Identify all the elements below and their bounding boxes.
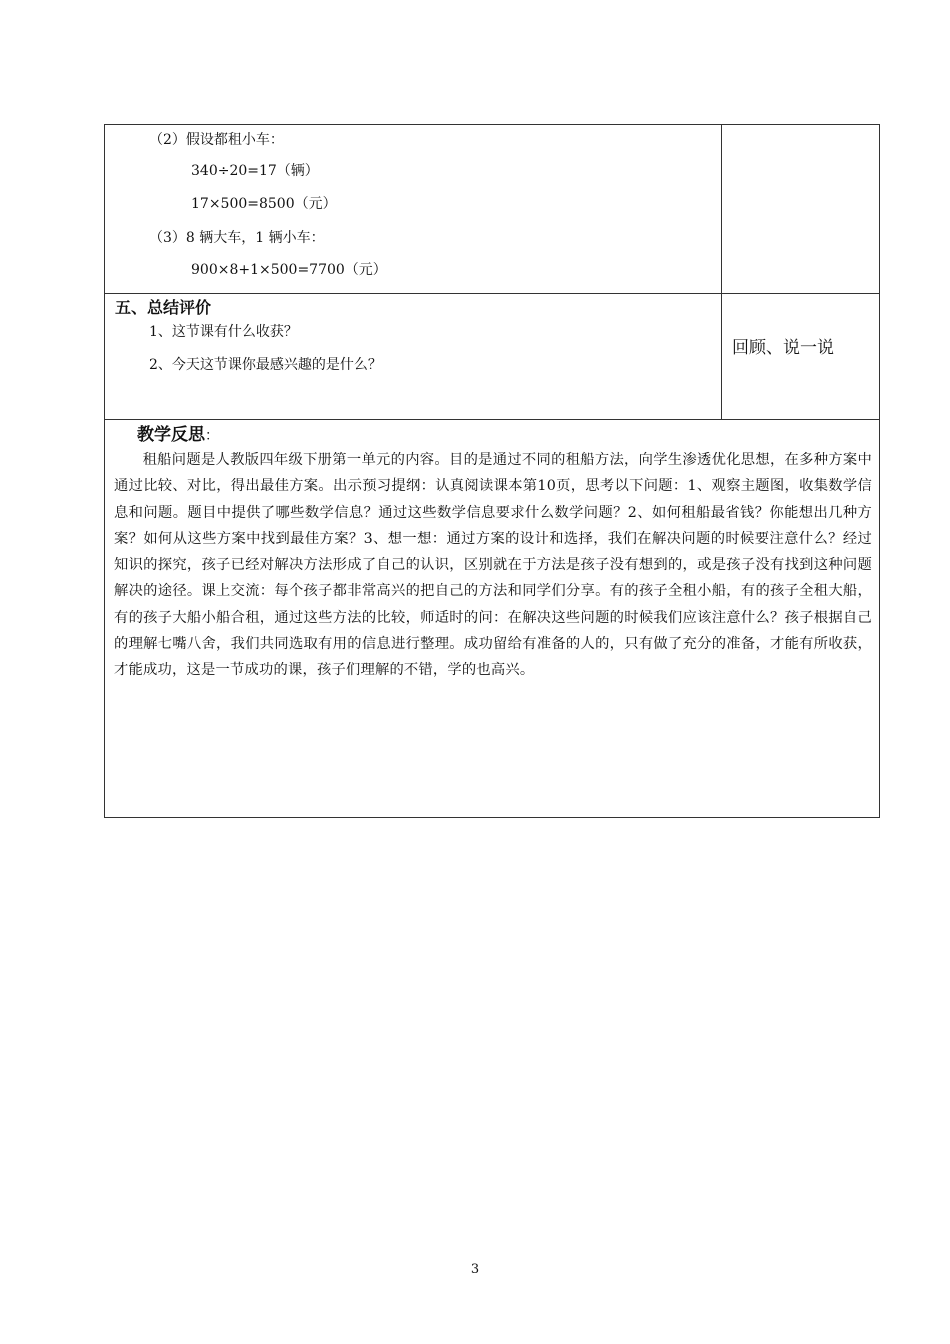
summary-heading: 五、总结评价	[115, 298, 212, 317]
calc-line-multiplication: 17×500=8500（元）	[191, 196, 337, 212]
calc-side-cell	[722, 125, 880, 293]
summary-question-2: 2、今天这节课你最感兴趣的是什么？	[149, 357, 382, 373]
page-number: 3	[470, 1262, 480, 1277]
reflection-title-text: 教学反思	[137, 425, 205, 445]
reflection-title	[137, 424, 219, 447]
summary-side-note: 回顾、说一说	[732, 338, 834, 358]
reflection-body: 租船问题是人教版四年级下册第一单元的内容。目的是通过不同的租船方法，向学生渗透优化思想，在多种方案中通过比较、对比，得出最佳方案。出示预习提纲：认真阅读课本第10页，思考以下问题：1、观察主题图，收集数学信息和问题。题目中提供了哪些数学信息？通过这些数学信息要求什么数学问题？2、如何租船最省钱？你能想出几种方案？如何从这些方案中找到最佳方案？3、想一想：通过方案的设计和选择，我们在解决问题的时候要注意什么？经过知识的探究，孩子已经对解决方法形成了自己的认识，区别就在于方法是孩子没有想到的，或是孩子没有找到这种问题解决的途径。课上交流：每个孩子都非常高兴的把自己的方法和同学们分享。有的孩子全租小船，有的孩子全租大船，有的孩子大船小船合租，通过这些方法的比较，师适时的问：在解决这些问题的时候我们应该注意什么？孩子根据自己的理解七嘴八舍，我们共同选取有用的信息进行整理。成功留给有准备的人的，只有做了充分的准备，才能有所收获，才能成功，这是一节成功的课，孩子们理解的不错，学的也高兴。	[114, 452, 872, 679]
calc-line-option3: （3）8 辆大车，1 辆小车：	[149, 230, 325, 246]
calc-line-option2: （2）假设都租小车：	[149, 132, 284, 148]
calc-line-total: 900×8+1×500=7700（元）	[191, 262, 387, 278]
row-divider	[105, 419, 879, 420]
calc-cell	[105, 125, 721, 293]
summary-side-cell	[722, 294, 880, 419]
summary-question-1: 1、这节课有什么收获？	[149, 324, 298, 340]
summary-cell	[105, 294, 721, 419]
lesson-plan-table	[104, 124, 880, 818]
calc-line-division: 340÷20=17（辆）	[191, 163, 319, 179]
reflection-title-colon: ：	[205, 428, 219, 444]
